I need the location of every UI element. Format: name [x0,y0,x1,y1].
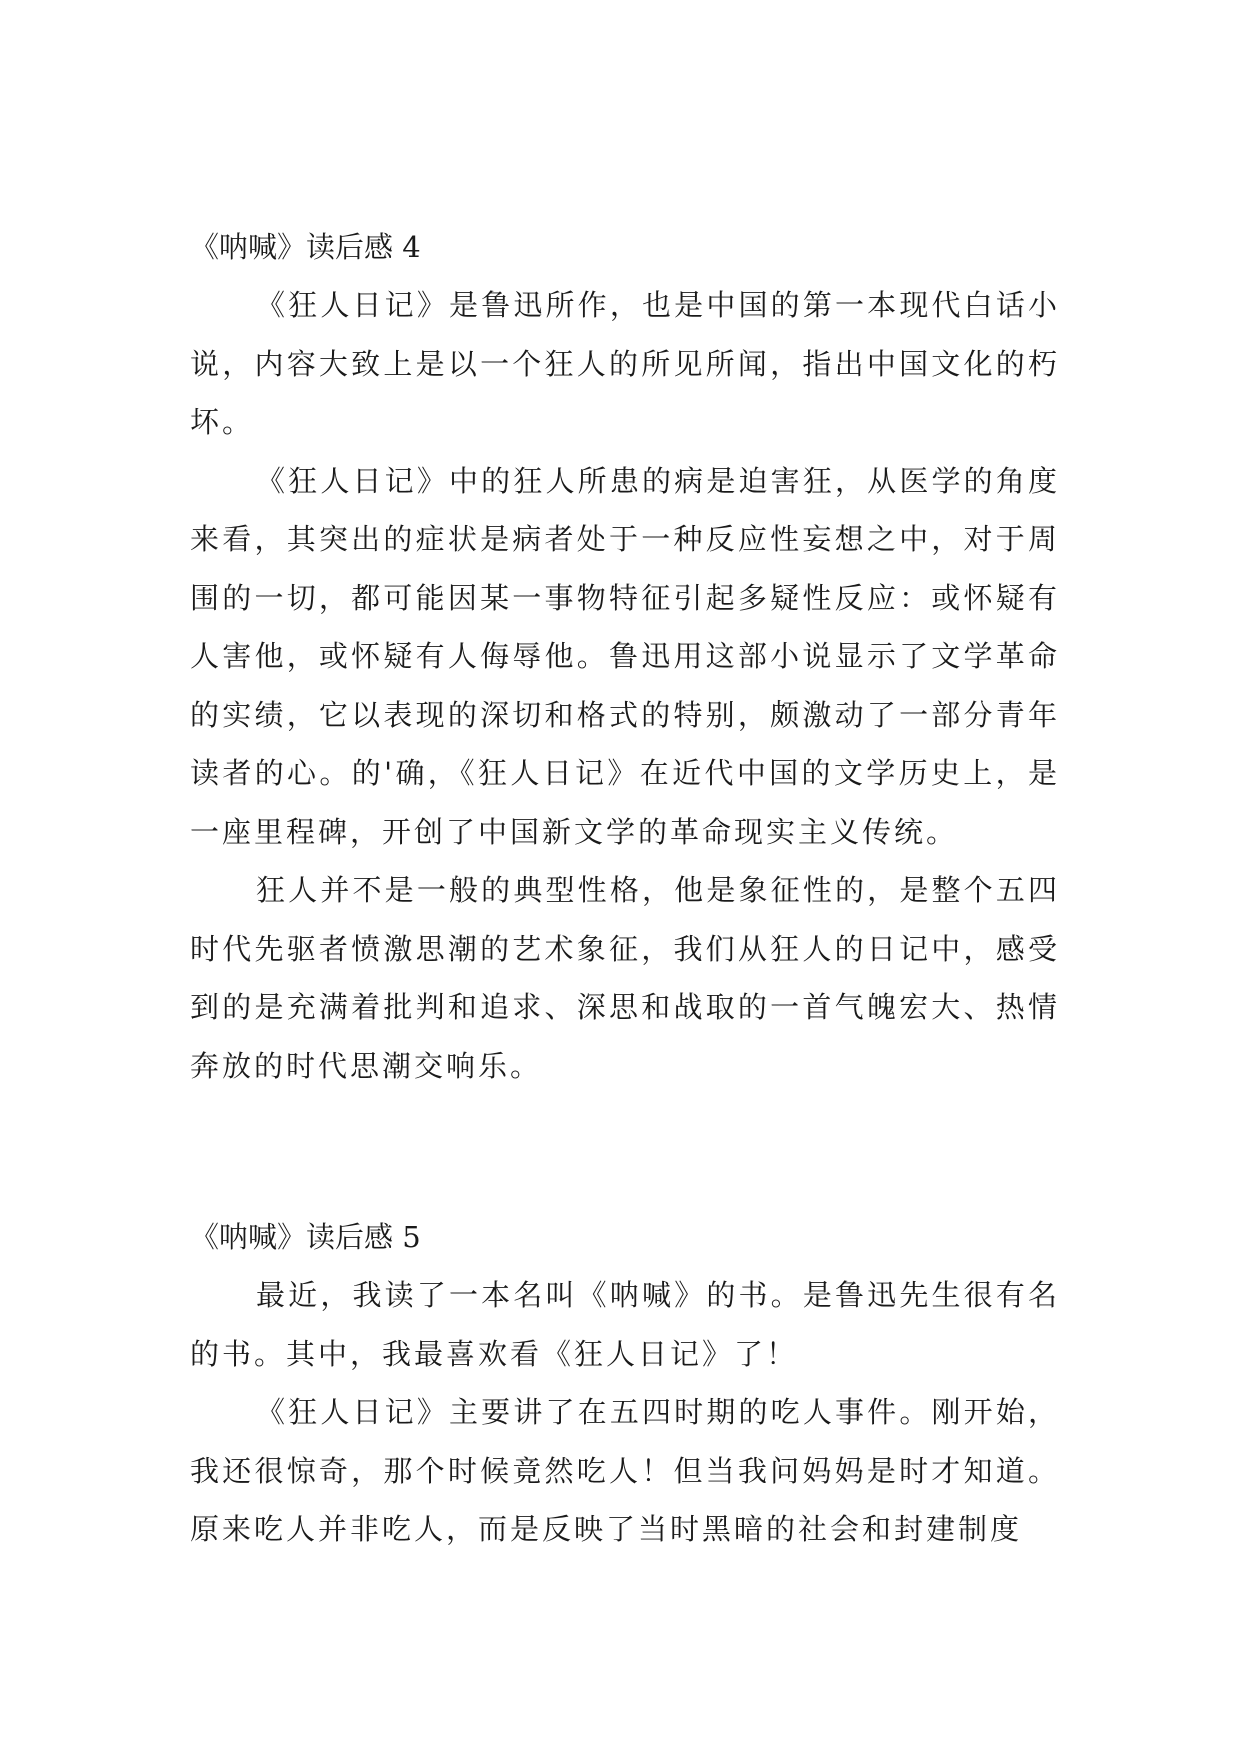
essay-section-5 [190,1208,1060,1559]
paragraph: 《狂人日记》是鲁迅所作，也是中国的第一本现代白话小说，内容大致上是以一个狂人的所见所闻，指出中国文化的朽坏。 [190,288,1060,439]
paragraph: 《狂人日记》主要讲了在五四时期的吃人事件。刚开始，我还很惊奇，那个时候竟然吃人！但当我问妈妈是时才知道。原来吃人并非吃人，而是反映了当时黑暗的社会和封建制度 [190,1395,1060,1546]
essay-section-4 [190,218,1060,1095]
paragraph: 狂人并不是一般的典型性格，他是象征性的，是整个五四时代先驱者愤激思潮的艺术象征，我们从狂人的日记中，感受到的是充满着批判和追求、深思和战取的一首气魄宏大、热情奔放的时代思潮交响乐。 [190,873,1060,1083]
section-heading: 《呐喊》读后感 5 [190,1220,421,1254]
paragraph: 《狂人日记》中的狂人所患的病是迫害狂，从医学的角度来看，其突出的症状是病者处于一种反应性妄想之中，对于周围的一切，都可能因某一事物特征引起多疑性反应：或怀疑有人害他，或怀疑有人侮辱他。鲁迅用这部小说显示了文学革命的实绩，它以表现的深切和格式的特别，颇激动了一部分青年读者的心。的'确，《狂人日记》在近代中国的文学历史上，是一座里程碑，开创了中国新文学的革命现实主义传统。 [190,463,1060,849]
paragraph: 最近，我读了一本名叫《呐喊》的书。是鲁迅先生很有名的书。其中，我最喜欢看《狂人日记》了！ [190,1278,1060,1371]
section-heading: 《呐喊》读后感 4 [190,230,421,264]
